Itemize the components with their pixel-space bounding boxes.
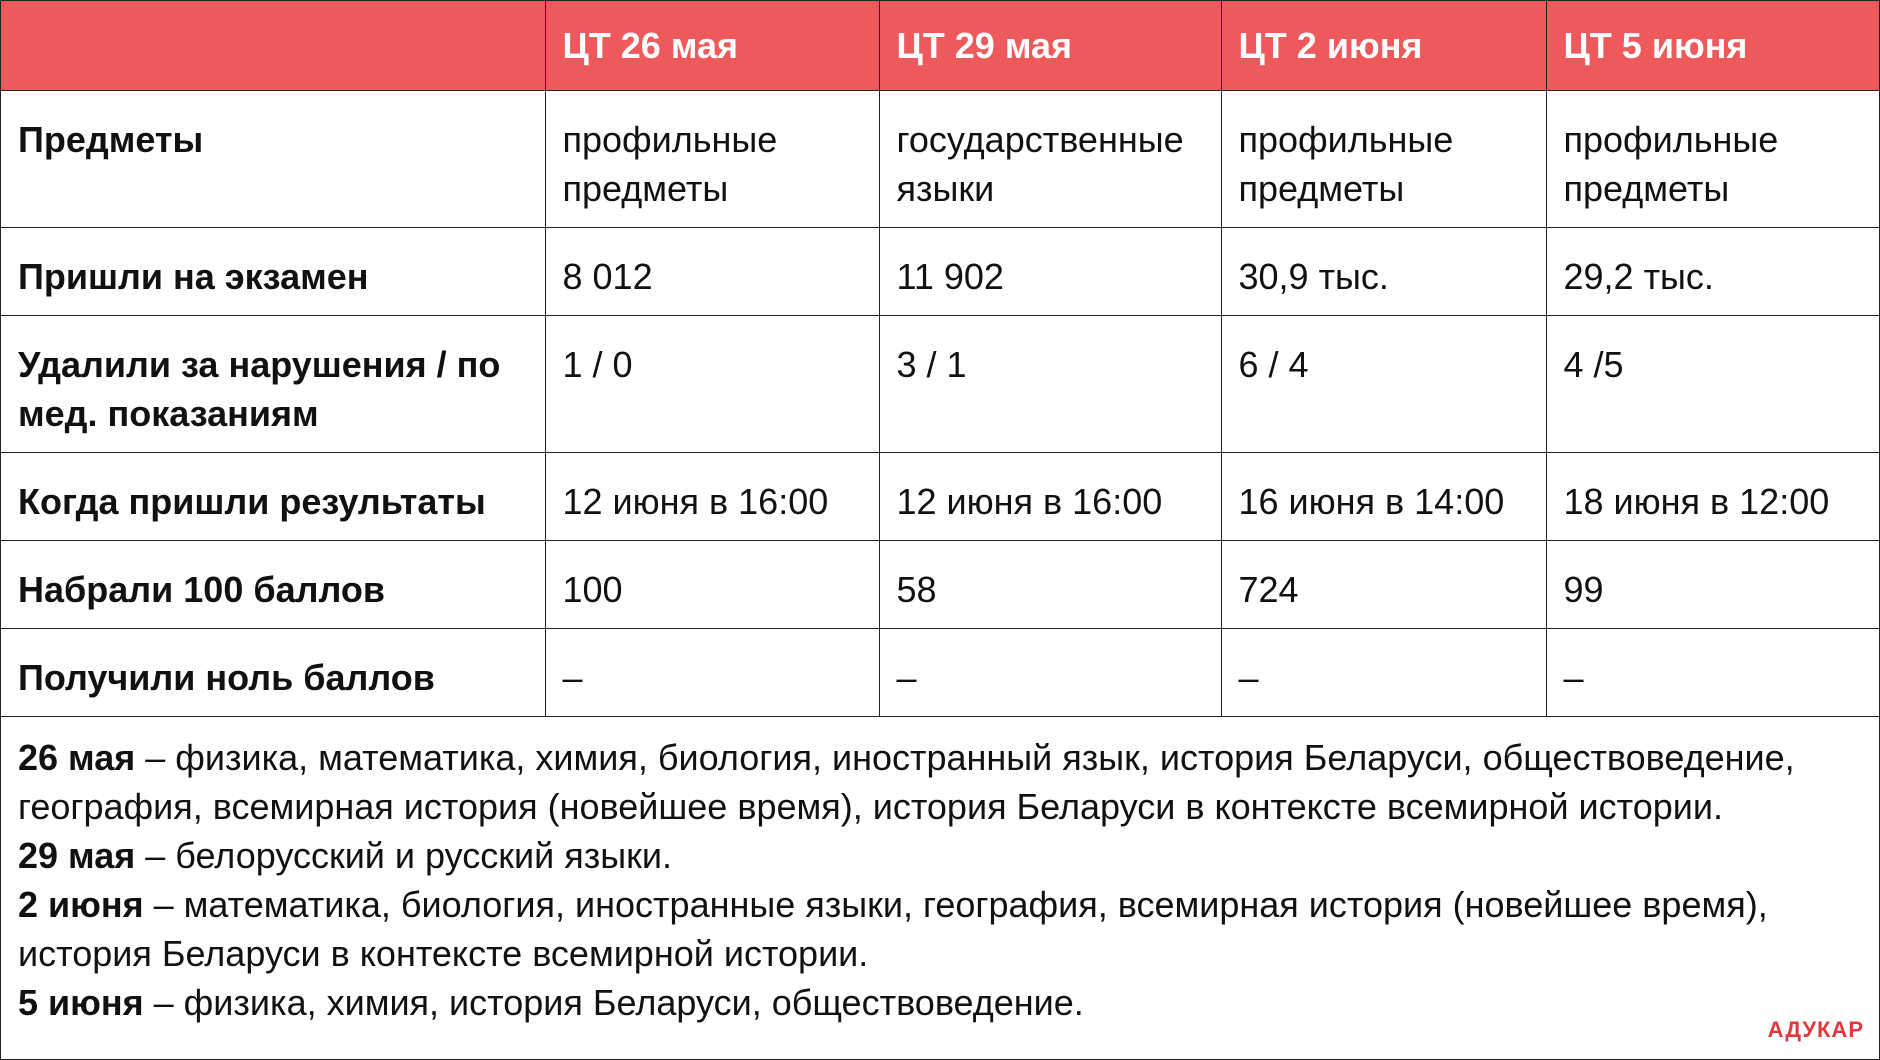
- table-cell: 100: [545, 540, 879, 628]
- table-cell: –: [879, 628, 1221, 716]
- note-text: – физика, математика, химия, биология, иностранный язык, история Беларуси, обществоведение, география, всемирная история (новейшее время), история Беларуси в контексте всемирной истории.: [18, 736, 1795, 827]
- column-header-ct-26-may: ЦТ 26 мая: [545, 1, 879, 90]
- row-label-subjects: Предметы: [1, 90, 545, 227]
- table-cell: 30,9 тыс.: [1221, 227, 1546, 315]
- note-date: 29 мая: [18, 834, 136, 876]
- table-cell: –: [1221, 628, 1546, 716]
- table-cell: 12 июня в 16:00: [545, 452, 879, 540]
- note-text: – физика, химия, история Беларуси, обществоведение.: [143, 981, 1084, 1023]
- note-29-may: [18, 831, 1863, 880]
- row-label-hundred-points: Набрали 100 баллов: [1, 540, 545, 628]
- column-header-ct-2-june: ЦТ 2 июня: [1221, 1, 1546, 90]
- table-row-subjects: [1, 90, 1879, 227]
- header-row: [1, 1, 1879, 90]
- table-cell: 3 / 1: [879, 315, 1221, 452]
- adukar-logo: АДУКАР: [1767, 1017, 1864, 1042]
- table-cell: профильные предметы: [545, 90, 879, 227]
- table-cell: 58: [879, 540, 1221, 628]
- table-cell: 8 012: [545, 227, 879, 315]
- row-label-removed: Удалили за нарушения / по мед. показаниям: [1, 315, 545, 452]
- note-text: – белорусский и русский языки.: [135, 834, 672, 876]
- table-cell: 11 902: [879, 227, 1221, 315]
- subject-notes: [1, 717, 1879, 1027]
- table-cell: профильные предметы: [1221, 90, 1546, 227]
- table-cell: 99: [1546, 540, 1879, 628]
- note-5-june: [18, 978, 1863, 1027]
- table-row-attended: [1, 227, 1879, 315]
- column-header-ct-29-may: ЦТ 29 мая: [879, 1, 1221, 90]
- table-cell: 724: [1221, 540, 1546, 628]
- table-row-hundred-points: [1, 540, 1879, 628]
- table-cell: 29,2 тыс.: [1546, 227, 1879, 315]
- table-cell: 16 июня в 14:00: [1221, 452, 1546, 540]
- table-cell: государственные языки: [879, 90, 1221, 227]
- header-corner-cell: [1, 1, 545, 90]
- note-date: 2 июня: [18, 883, 144, 925]
- table-cell: –: [1546, 628, 1879, 716]
- table-row-removed: [1, 315, 1879, 452]
- table-cell: 1 / 0: [545, 315, 879, 452]
- ct-comparison-table: [1, 1, 1879, 717]
- note-date: 26 мая: [18, 736, 136, 778]
- table-cell: 6 / 4: [1221, 315, 1546, 452]
- table-row-zero-points: [1, 628, 1879, 716]
- note-26-may: [18, 733, 1863, 831]
- table-cell: 12 июня в 16:00: [879, 452, 1221, 540]
- note-2-june: [18, 880, 1863, 978]
- row-label-zero-points: Получили ноль баллов: [1, 628, 545, 716]
- row-label-attended: Пришли на экзамен: [1, 227, 545, 315]
- table-row-results-time: [1, 452, 1879, 540]
- table-cell: –: [545, 628, 879, 716]
- column-header-ct-5-june: ЦТ 5 июня: [1546, 1, 1879, 90]
- row-label-results-time: Когда пришли результаты: [1, 452, 545, 540]
- note-text: – математика, биология, иностранные языки, география, всемирная история (новейшее время), история Беларуси в контексте всемирной истории.: [18, 883, 1768, 974]
- table-cell: 18 июня в 12:00: [1546, 452, 1879, 540]
- table-cell: профильные предметы: [1546, 90, 1879, 227]
- note-date: 5 июня: [18, 981, 144, 1023]
- table-cell: 4 /5: [1546, 315, 1879, 452]
